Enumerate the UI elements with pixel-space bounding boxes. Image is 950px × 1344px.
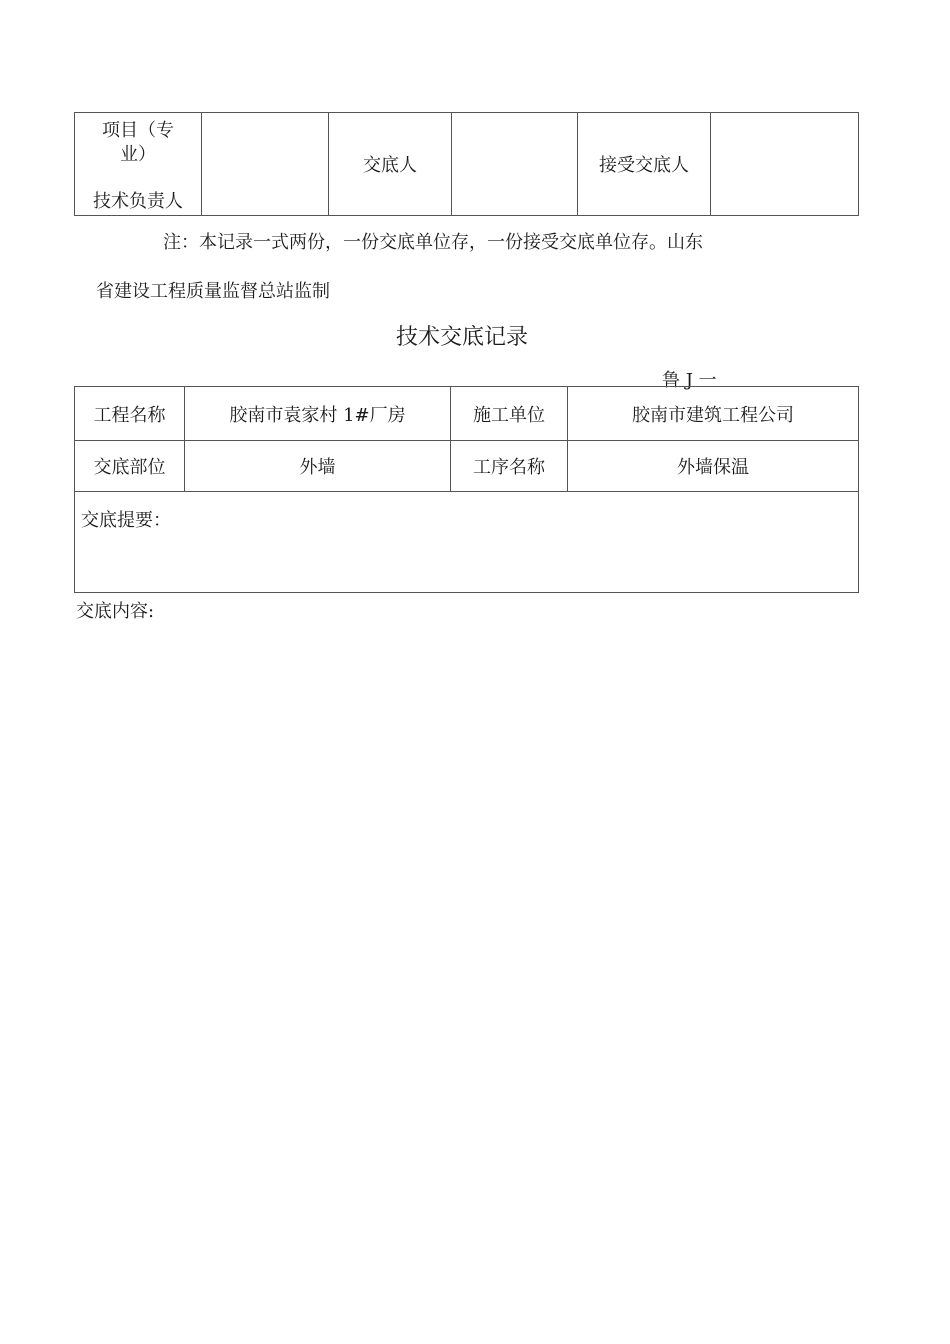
- note-line2: 省建设工程质量监督总站监制: [96, 281, 330, 302]
- form-code: 鲁 J 一: [662, 370, 717, 391]
- process-name-value: 外墙保温: [568, 441, 859, 492]
- project-lead-label-cell: [75, 113, 202, 216]
- form-title: 技术交底记录: [396, 325, 529, 350]
- receiver-label: 接受交底人: [578, 113, 711, 216]
- disclosure-table: [74, 386, 859, 593]
- disclosure-part-label: 交底部位: [75, 441, 185, 492]
- disclosure-summary-label: 交底提要：: [81, 510, 171, 531]
- project-name-value: 胶南市袁家村 1#厂房: [185, 387, 451, 441]
- project-name-label: 工程名称: [75, 387, 185, 441]
- discloser-signature-field[interactable]: [452, 113, 578, 216]
- construction-unit-label: 施工单位: [451, 387, 568, 441]
- project-lead-signature-field[interactable]: [202, 113, 329, 216]
- construction-unit-value: 胶南市建筑工程公司: [568, 387, 859, 441]
- project-lead-label-line2: 技术负责人: [93, 191, 183, 212]
- note-line1: 注：本记录一式两份，一份交底单位存，一份接受交底单位存。山东: [163, 232, 703, 253]
- project-lead-label-line1: 项目（专业）: [102, 120, 174, 165]
- receiver-signature-field[interactable]: [711, 113, 859, 216]
- signature-table: [74, 112, 859, 216]
- discloser-label: 交底人: [329, 113, 452, 216]
- process-name-label: 工序名称: [451, 441, 568, 492]
- disclosure-content-label: 交底内容:: [76, 601, 155, 622]
- disclosure-summary-field[interactable]: [75, 492, 859, 593]
- disclosure-part-value: 外墙: [185, 441, 451, 492]
